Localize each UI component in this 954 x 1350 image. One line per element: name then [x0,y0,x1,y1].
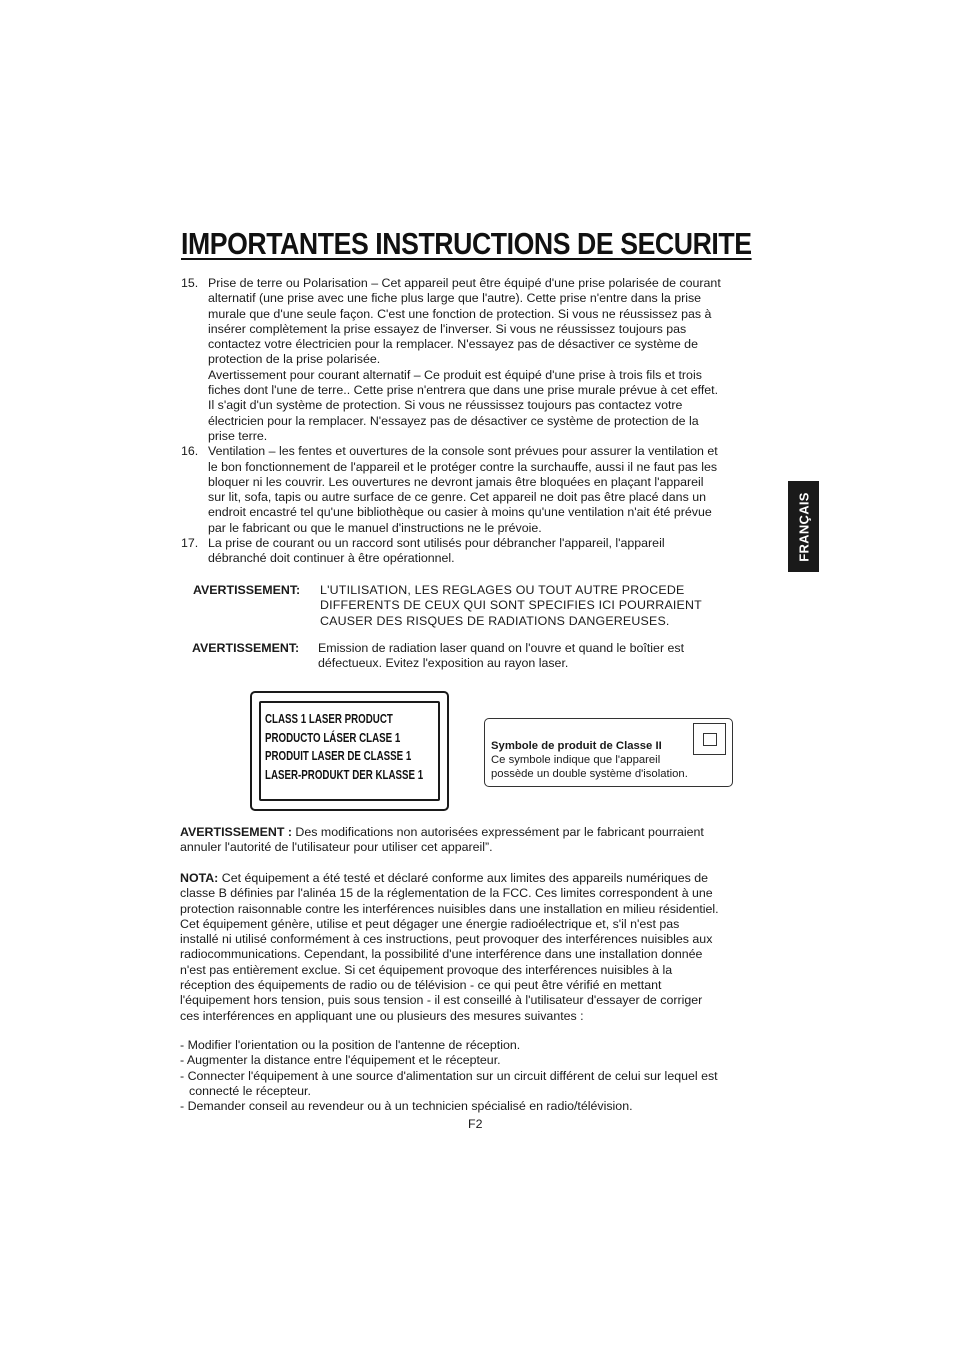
text-line: La prise de courant ou un raccord sont utilisés pour débrancher l'appareil, l'appareil [208,536,665,551]
text-line: insérer complètement la prise essayez de l'inverser. Si vous ne réussissez toujours pas [208,321,687,336]
text-line: - Connecter l'équipement à une source d'alimentation sur un circuit différent de celui sur lequel est [180,1068,718,1083]
item-number: 16. [181,444,199,459]
text-line: contactez votre électricien pour la remplacer. N'essayez pas de désactiver ce système de [208,337,698,352]
text-line: prise terre. [208,428,268,443]
text-line: connecté le récepteur. [189,1083,311,1098]
text-line: sur lit, sofa, tapis ou autre surface de ce genre. Cet appareil ne doit pas être placé dans un [208,490,706,505]
warning-label: AVERTISSEMENT: [193,583,301,597]
text-line: Ventilation – les fentes et ouvertures de la console sont prévues pour assurer la ventilation et [208,444,718,459]
text-line: murale que d'une seule façon. C'est une fonction de protection. Si vous ne réussissez pas à [208,306,712,321]
class2-title: Symbole de produit de Classe II [491,740,662,752]
laser-warning-caps [193,583,753,629]
text-line: alternatif (une prise avec une fiche plus large que l'autre). Cette prise n'entre dans la prise [208,291,702,306]
warning-text [318,641,684,672]
text-line: débranché doit continuer à être opérationnel. [208,551,455,566]
laser-label-text [261,703,438,799]
item-number: 17. [181,536,199,551]
item-number: 15. [181,276,199,290]
text-line: Avertissement pour courant alternatif – Ce produit est équipé d'une prise à trois fils et trois [208,367,702,382]
language-tab [788,481,819,572]
laser-label-line: PRODUIT LASER DE CLASSE 1 [265,749,412,763]
language-tab-label: FRANÇAIS [796,491,811,562]
laser-product-label [250,691,449,811]
fcc-note [180,871,775,1024]
text-line: bloquer ni les couvrir. Les ouvertures ne devront jamais être bloquées en plaçant l'appareil [208,474,704,489]
laser-radiation-warning [192,641,752,672]
instruction-item-15 [181,276,773,444]
warning-label: AVERTISSEMENT : [180,825,292,839]
text-line: Il s'agit d'un système de protection. Si vous ne réussissez toujours pas contactez votre [208,398,683,413]
laser-label-line: PRODUCTO LÁSER CLASE 1 [265,730,401,745]
text-line: l'équipement hors tension, puis sous tension - il est conseillé à l'utilisateur d'essayer de corriger [180,993,703,1008]
text-line: Emission de radiation laser quand on l'ouvre et quand le boîtier est [318,641,685,655]
text-line: protection raisonnable contre les interférences nuisibles dans une installation en milieu résidentiel. [180,901,719,916]
measures-list [180,1038,775,1114]
text-line: L'UTILISATION, LES REGLAGES OU TOUT AUTRE PROCEDE [320,583,685,597]
note-label: NOTA: [180,871,219,885]
list-item: - Modifier l'orientation ou la position de l'antenne de réception. [180,1038,521,1052]
text-line: par le fabricant ou que le manuel d'instructions ne le prévoie. [208,520,542,535]
laser-label-line: CLASS 1 LASER PRODUCT [265,712,393,726]
list-item: - Augmenter la distance entre l'équipement et le récepteur. [180,1053,501,1068]
text-line: électricien pour la remplacer. N'essayez pas de désactiver ce système de protection de la [208,413,699,428]
item-text [208,276,773,444]
text-line [180,871,775,886]
modification-warning [180,825,775,856]
text-line: le bon fonctionnement de l'appareil et le protéger contre la surchauffe, aussi il ne faut pas les [208,459,718,474]
page-number: F2 [468,1117,483,1131]
instruction-item-17 [181,536,773,567]
text-line: possède un double système d'isolation. [491,768,688,780]
instruction-item-16 [181,444,773,536]
item-text [208,444,773,536]
text-line: endroit encastré tel qu'une bibliothèque ou casier à moins qu'une ventilation n'ait été prévue [208,505,712,520]
instruction-list [181,276,773,567]
warning-text [320,583,702,629]
class2-symbol-box [484,718,733,787]
list-item: - Demander conseil au revendeur ou à un technicien spécialisé en radio/télévision. [180,1099,633,1114]
text-line [180,825,775,840]
text-line: annuler l'autorité de l'utilisateur pour utiliser cet appareil”. [180,840,493,855]
text-line: ces interférences en appliquant une ou plusieurs des mesures suivantes : [180,1008,584,1023]
note-text: Cet équipement a été testé et déclaré conforme aux limites des appareils numériques de [218,871,709,885]
text-line: Ce symbole indique que l'appareil [491,754,661,766]
text-line: classe B définies par l'alinéa 15 de la réglementation de la FCC. Ces limites correspondent à une [180,886,713,901]
class2-description [491,739,688,781]
list-item [180,1069,775,1100]
text-line: n'est pas entièrement exclue. Si cet équipement provoque des interférences nuisibles à la [180,962,673,977]
warning-text: Des modifications non autorisées expressément par le fabricant pourraient [291,825,704,839]
laser-label-line: LASER-PRODUKT DER KLASSE 1 [265,767,424,782]
text-line: réception des équipements de radio ou de télévision - ce qui peut être vérifié en mettant [180,978,662,993]
page-title: IMPORTANTES INSTRUCTIONS DE SECURITE [181,226,752,261]
text-line: installé ni utilisé conformément à ces instructions, peut provoquer des interférences nuisibles aux [180,932,713,947]
text-line: Prise de terre ou Polarisation – Cet appareil peut être équipé d'une prise polarisée de courant [208,276,721,290]
warning-label: AVERTISSEMENT: [192,641,300,655]
text-line: CAUSER DES RISQUES DE RADIATIONS DANGEREUSES. [320,613,670,628]
text-line: radiocommunications. Cependant, la possibilité d'une interférence dans une installation donnée [180,947,703,962]
text-line: défectueux. Evitez l'exposition au rayon laser. [318,656,569,671]
item-text [208,536,773,567]
double-square-icon [693,723,726,755]
text-line: fiches dont l'une de terre.. Cette prise n'entrera que dans une prise murale prévue à cet effet. [208,383,719,398]
text-line: Cet équipement génère, utilise et peut dégager une énergie radioélectrique et, s'il n'est pas [180,916,680,931]
text-line: protection de la prise polarisée. [208,352,381,367]
text-line: DIFFERENTS DE CEUX QUI SONT SPECIFIES ICI POURRAIENT [320,598,702,613]
